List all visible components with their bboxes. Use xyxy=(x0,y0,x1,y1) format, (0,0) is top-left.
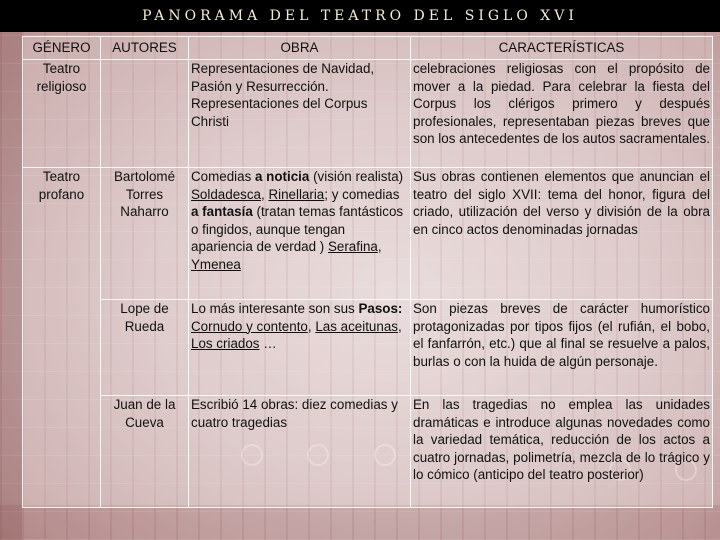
caracteristicas-cell: Son piezas breves de carácter humorístico protagonizadas por tipos fijos (el rufián, el bobo, el fanfarrón, etc.) que al final se resuelve a palos, burlas o con la huida de algún personaje. xyxy=(411,300,713,396)
obra-cell: Lo más interesante son sus Pasos: Cornudo y contento, Las aceitunas, Los criados … xyxy=(189,300,411,396)
author-cell: Lope de Rueda xyxy=(101,300,189,396)
work-title: Serafina xyxy=(327,239,378,254)
header-row xyxy=(23,37,713,60)
author-cell xyxy=(101,60,189,168)
work-title: Ymenea xyxy=(191,256,241,272)
work-title: Cornudo y contento xyxy=(191,318,308,334)
obra-cell: Representaciones de Navidad, Pasión y Resurrección. Representaciones del Corpus Christi xyxy=(189,60,411,168)
author-cell: Bartolomé Torres Naharro xyxy=(101,168,189,300)
caracteristicas-cell: celebraciones religiosas con el propósito de mover a la piedad. Para celebrar la fiesta del Corpus los clérigos primero y después profesionales, representaban piezas breves que son los antecedentes de los autos sacramentales. xyxy=(411,60,713,168)
header-caracteristicas: CARACTERÍSTICAS xyxy=(411,37,713,60)
author-cell: Juan de la Cueva xyxy=(101,396,189,508)
page-title: PANORAMA DEL TEATRO DEL SIGLO XVI xyxy=(0,0,720,32)
table-row xyxy=(23,60,713,168)
theater-table xyxy=(22,36,713,508)
header-obra: OBRA xyxy=(189,37,411,60)
caracteristicas-cell: En las tragedias no emplea las unidades dramáticas e introduce algunas novedades como la variedad temática, reducción de los actos a cuatro jornadas, polimetría, mezcla de lo trágico y lo cómico (anticipo del teatro posterior) xyxy=(411,396,713,508)
table-row xyxy=(23,300,713,396)
caracteristicas-cell: Sus obras contienen elementos que anuncian el teatro del siglo XVII: tema del honor, figura del criado, utilización del verso y división de la obra en cinco actos denominadas jornadas xyxy=(411,168,713,300)
table-row xyxy=(23,168,713,300)
work-title: Soldadesca xyxy=(191,186,261,202)
header-autores: AUTORES xyxy=(101,37,189,60)
table-row xyxy=(23,396,713,508)
obra-cell: Escribió 14 obras: diez comedias y cuatro tragedias xyxy=(189,396,411,508)
work-title: Los criados xyxy=(191,336,260,351)
header-genero: GÉNERO xyxy=(23,37,101,60)
work-title: Las aceitunas xyxy=(315,318,398,334)
genre-religioso: Teatro religioso xyxy=(23,60,101,168)
obra-cell: Comedias a noticia (visión realista) Soldadesca, Rinellaria; y comedias a fantasía (tratan temas fantásticos o fingidos, aunque tengan apariencia de verdad ) Serafina, Ymenea xyxy=(189,168,411,300)
work-title: Rinellaria xyxy=(268,186,325,202)
genre-profano: Teatro profano xyxy=(23,168,101,508)
